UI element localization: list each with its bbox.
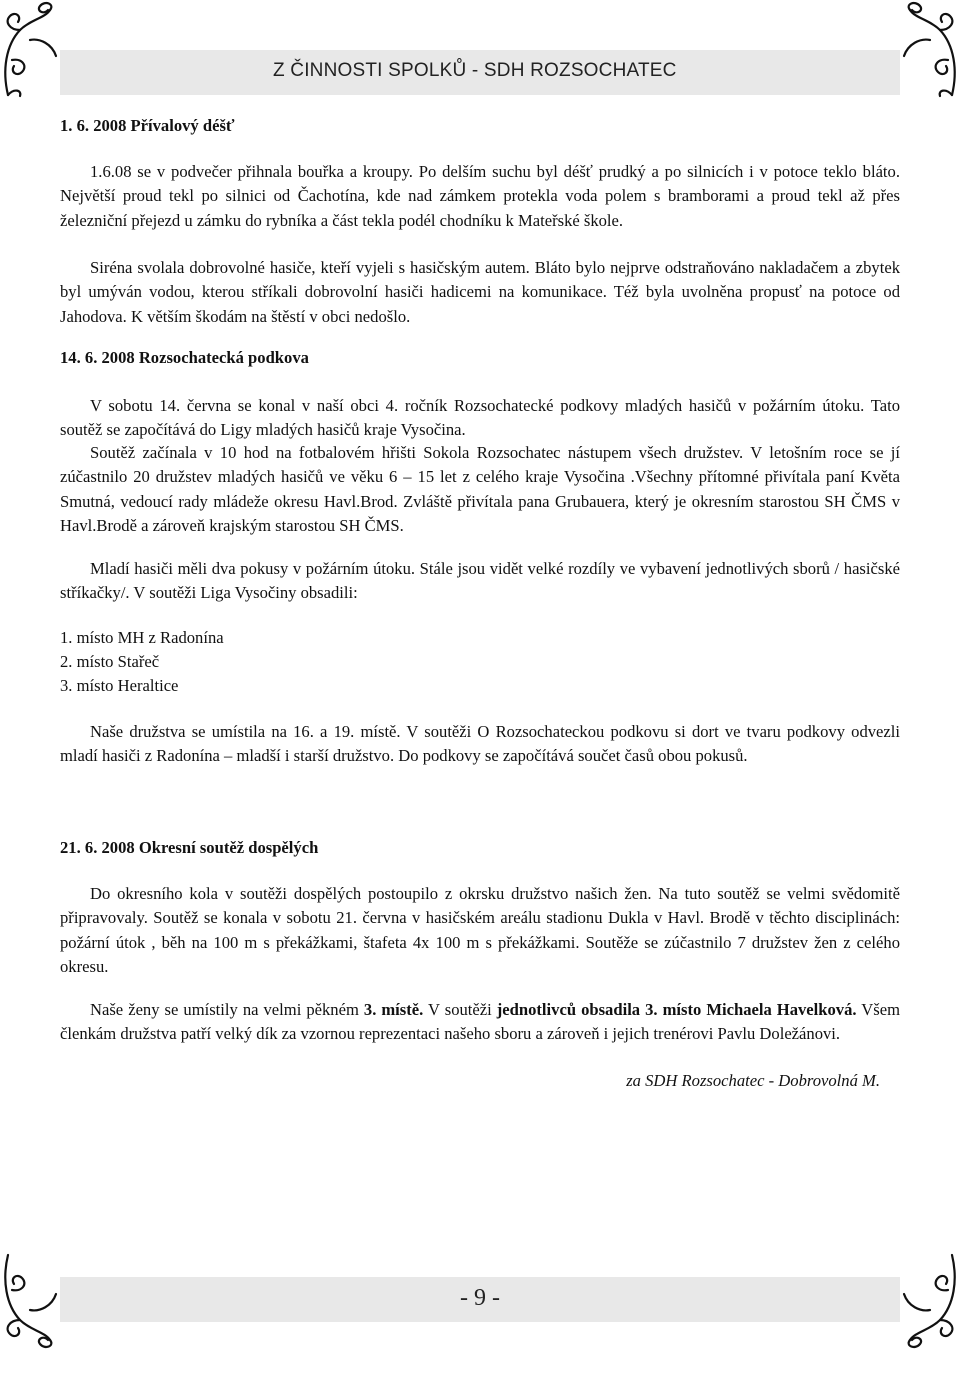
page-header-title: Z ČINNOSTI SPOLKŮ - SDH ROZSOCHATEC [273, 60, 677, 81]
section-1-paragraph-1: 1.6.08 se v podvečer přihnala bouřka a kroupy. Po delším suchu byl déšť prudký a po silnicích i v potoce teklo bláto. Největší proud tekl po silnici od Čachotína, kde nad zámkem protekla voda polem s bramborami a proud tekl až přes železniční přejezd u zámku do rybníka a část tekla podél chodníku k Mateřské škole. [60, 162, 900, 230]
section-3-paragraph-2 [60, 998, 900, 1047]
result-item-3: 3. místo Heraltice [60, 676, 179, 695]
section-heading-1: 1. 6. 2008 Přívalový déšť [60, 116, 235, 135]
p2-text-a: Naše ženy se umístily na velmi pěkném [90, 1000, 364, 1019]
p2-text-c: V soutěži [423, 1000, 497, 1019]
section-heading-2: 14. 6. 2008 Rozsochatecká podkova [60, 348, 309, 367]
section-2-paragraph-2: Soutěž začínala v 10 hod na fotbalovém hřišti Sokola Rozsochatec nástupem všech družstev. V letošním roce se jí zúčastnilo 20 družstev mladých hasičů ve věku 6 – 15 let z celého kraje Vysočina .Všechny přítomné přivítala paní Květa Smutná, vedoucí rady mládeže okresu Havl.Brod. Zvláště přivítala pana Grubauera, který je okresním starostou SH ČMS v Havl.Brodě a zároveň krajským starostou SH ČMS. [60, 443, 900, 536]
section-2-paragraph-3: Mladí hasiči měli dva pokusy v požárním útoku. Stále jsou vidět velké rozdíly ve vybavení jednotlivých sborů / hasičské stříkačky/. V soutěži Liga Vysočiny obsadili: [60, 559, 900, 603]
section-2-paragraph-4: Naše družstva se umístila na 16. a 19. místě. V soutěži O Rozsochateckou podkovu si dort ve tvaru podkovy odvezli mladí hasiči z Radonína – mladší i starší družstvo. Do podkovy se započítává součet časů obou pokusů. [60, 722, 900, 766]
result-item-2: 2. místo Stařeč [60, 652, 160, 671]
signature: za SDH Rozsochatec - Dobrovolná M. [626, 1071, 880, 1090]
section-3-paragraph-1: Do okresního kola v soutěži dospělých postoupilo z okrsku družstvo našich žen. Na tuto soutěž se velmi svědomitě připravovaly. Soutěž se konala v sobotu 21. června v hasičském areálu stadionu Dukla v Havl. Brodě v těchto disciplinách: požární útok , běh na 100 m s překážkami, štafeta 4x 100 m s překážkami. Soutěže se zúčastnilo 7 družstev žen z celého okresu. [60, 884, 900, 977]
p2-bold-individual: jednotlivců obsadila 3. místo Michaela Havelková. [496, 1000, 857, 1019]
section-1-paragraph-2: Siréna svolala dobrovolné hasiče, kteří vyjeli s hasičským autem. Bláto bylo nejprve odstraňováno nakladačem a zbytek byl umýván vodou, kterou stříkali dobrovolní hasiči hadicemi na komunikace. Též byla uvolněna propusť na potoce od Jahodova. K větším škodám na štěstí v obci nedošlo. [60, 258, 900, 326]
p2-text-e: Všem členkám družstva patří velký dík za vzornou reprezentaci našeho sboru a zároveň i jejich trenérovi Pavlu Doležánovi. [60, 1000, 900, 1044]
section-2-paragraph-1: V sobotu 14. června se konal v naší obci 4. ročník Rozsochatecké podkovy mladých hasičů v požárním útoku. Tato soutěž se započítává do Ligy mladých hasičů kraje Vysočina. [60, 396, 900, 440]
corner-ornament-top-left [0, 0, 60, 100]
page-number: - 9 - [460, 1285, 500, 1311]
section-heading-3: 21. 6. 2008 Okresní soutěž dospělých [60, 838, 319, 857]
result-item-1: 1. místo MH z Radonína [60, 628, 224, 647]
corner-ornament-top-right [900, 0, 960, 100]
p2-bold-place: 3. místě. [363, 1000, 424, 1019]
